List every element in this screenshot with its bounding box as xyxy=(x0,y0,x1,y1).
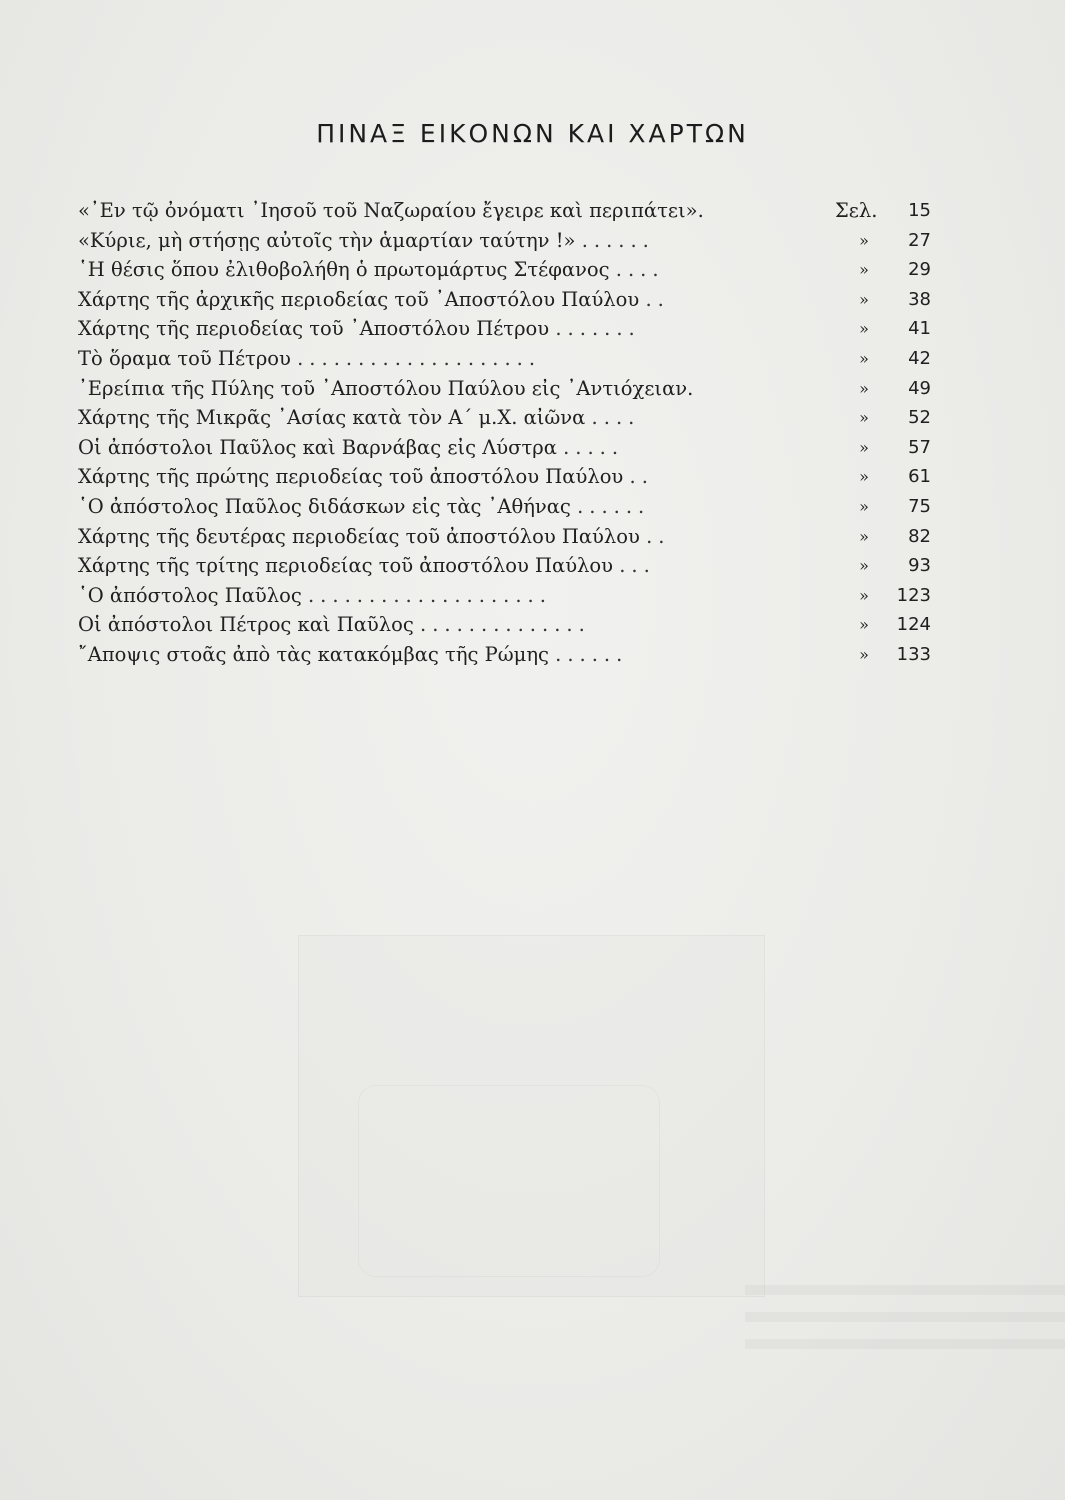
toc-entry-leader-dots: ....... xyxy=(555,317,641,341)
toc-entry-leader-dots: .. xyxy=(646,524,671,548)
toc-entry-caption xyxy=(78,433,808,463)
toc-entry-page-number: 49 xyxy=(908,377,931,399)
ditto-mark: » xyxy=(859,437,869,457)
ditto-mark: » xyxy=(859,260,869,280)
ditto-mark: » xyxy=(859,585,869,605)
toc-entry xyxy=(78,344,943,374)
toc-entry-page-number: 124 xyxy=(896,614,931,636)
toc-entry xyxy=(78,374,943,404)
toc-entry-page-number: 61 xyxy=(908,466,931,488)
toc-entry-caption xyxy=(78,314,808,344)
toc-entry-text: Χάρτης τῆς ἀρχικῆς περιοδείας τοῦ ᾿Αποστόλου Παύλου xyxy=(78,287,640,311)
toc-entry-page-number: 133 xyxy=(896,643,931,665)
ditto-mark: » xyxy=(859,526,869,546)
toc-entry-caption xyxy=(78,374,808,404)
toc-entry xyxy=(78,196,943,226)
toc-entry-page-number: 57 xyxy=(908,436,931,458)
toc-entry-caption xyxy=(78,522,808,552)
ditto-mark: » xyxy=(859,378,869,398)
toc-entry-leader-dots: .................... xyxy=(307,583,552,607)
toc-entry-text: «Κύριε, μὴ στήσῃς αὐτοῖς τὴν ἁμαρτίαν ταύτην !» xyxy=(78,228,576,252)
toc-entry-caption xyxy=(78,610,808,640)
toc-entry xyxy=(78,492,943,522)
ditto-mark: » xyxy=(859,556,869,576)
ditto-mark: » xyxy=(859,319,869,339)
toc-entry-text: Χάρτης τῆς περιοδείας τοῦ ᾿Αποστόλου Πέτρου xyxy=(78,317,550,341)
toc-entry xyxy=(78,226,943,256)
toc-entry xyxy=(78,403,943,433)
ditto-mark: » xyxy=(859,348,869,368)
page-label: Σελ. xyxy=(835,199,878,222)
ditto-mark: » xyxy=(859,615,869,635)
toc-entry-caption xyxy=(78,640,808,670)
toc-entry xyxy=(78,433,943,463)
toc-entry-page-number: 123 xyxy=(896,584,931,606)
ditto-mark: » xyxy=(859,644,869,664)
bleed-through-image xyxy=(358,1085,660,1277)
toc-entry xyxy=(78,581,943,611)
toc-entry-text: «᾿Εν τῷ ὀνόματι ᾿Ιησοῦ τοῦ Ναζωραίου ἔγειρε καὶ περιπάτει». xyxy=(78,199,704,222)
toc-entry-leader-dots: ...... xyxy=(555,642,629,666)
toc-entry xyxy=(78,462,943,492)
toc-entry xyxy=(78,522,943,552)
toc-entry-text: Χάρτης τῆς πρώτης περιοδείας τοῦ ἀποστόλου Παύλου xyxy=(78,465,624,489)
toc-entry-leader-dots: .............. xyxy=(420,613,591,637)
toc-entry-caption xyxy=(78,255,808,285)
toc-entry-caption xyxy=(78,196,808,226)
toc-entry xyxy=(78,640,943,670)
toc-entry-text: Χάρτης τῆς Μικρᾶς ᾿Ασίας κατὰ τὸν Α΄ μ.Χ. αἰῶνα xyxy=(78,406,586,430)
toc-entry-leader-dots: ...... xyxy=(581,228,655,252)
ditto-mark: » xyxy=(859,289,869,309)
toc-entry-leader-dots: .. xyxy=(629,465,654,489)
toc-entry-caption xyxy=(78,492,808,522)
toc-entry-page-number: 82 xyxy=(908,525,931,547)
toc-entry-text: ῾Ο ἀπόστολος Παῦλος xyxy=(78,583,302,607)
toc-entry-text: Οἱ ἀπόστολοι Παῦλος καὶ Βαρνάβας εἰς Λύστρα xyxy=(78,435,557,459)
toc-entry-page-number: 27 xyxy=(908,229,931,251)
toc-entry-page-number: 75 xyxy=(908,495,931,517)
toc-entry xyxy=(78,285,943,315)
toc-entry-leader-dots: .. xyxy=(645,287,670,311)
toc-entry xyxy=(78,314,943,344)
toc-entry-caption xyxy=(78,226,808,256)
toc-entry-caption xyxy=(78,403,808,433)
toc-entry-caption xyxy=(78,344,808,374)
toc-entry-leader-dots: ...... xyxy=(577,494,651,518)
ditto-mark: » xyxy=(859,408,869,428)
toc-entry-page-number: 52 xyxy=(908,407,931,429)
toc-entry-text: Χάρτης τῆς τρίτης περιοδείας τοῦ ἀποστόλου Παύλου xyxy=(78,554,614,578)
toc-entry-leader-dots: ... xyxy=(619,554,656,578)
toc-entry-caption xyxy=(78,551,808,581)
toc-entry-text: Οἱ ἀπόστολοι Πέτρος καὶ Παῦλος xyxy=(78,613,414,637)
toc-entry-page-number: 93 xyxy=(908,555,931,577)
page-title: ΠΙΝΑΞ ΕΙΚΟΝΩΝ ΚΑΙ ΧΑΡΤΩΝ xyxy=(316,118,749,148)
toc-entry-leader-dots: .... xyxy=(591,406,641,430)
table-of-illustrations xyxy=(78,196,943,670)
toc-entry xyxy=(78,610,943,640)
toc-entry-page-number: 15 xyxy=(908,200,931,221)
toc-entry-caption xyxy=(78,462,808,492)
toc-entry-text: Τὸ ὅραμα τοῦ Πέτρου xyxy=(78,346,291,370)
toc-entry-leader-dots: .................... xyxy=(297,346,542,370)
toc-entry-text: ῎Αποψις στοᾶς ἀπὸ τὰς κατακόμβας τῆς Ρώμης xyxy=(78,642,549,666)
toc-entry xyxy=(78,255,943,285)
ditto-mark: » xyxy=(859,230,869,250)
ditto-mark: » xyxy=(859,467,869,487)
ditto-mark: » xyxy=(859,496,869,516)
toc-entry-text: ῾Ο ἀπόστολος Παῦλος διδάσκων εἰς τὰς ᾿Αθήνας xyxy=(78,494,571,518)
toc-entry-page-number: 41 xyxy=(908,318,931,340)
toc-entry-text: ᾿Ερείπια τῆς Πύλης τοῦ ᾿Αποστόλου Παύλου εἰς ᾿Αντιόχειαν. xyxy=(78,376,694,400)
toc-entry-page-number: 42 xyxy=(908,347,931,369)
toc-entry-caption xyxy=(78,581,808,611)
toc-entry-leader-dots: .... xyxy=(615,258,665,282)
toc-entry-page-number: 29 xyxy=(908,259,931,281)
toc-entry xyxy=(78,551,943,581)
toc-entry-text: ῾Η θέσις ὅπου ἐλιθοβολήθη ὁ πρωτομάρτυς Στέφανος xyxy=(78,258,610,282)
toc-entry-leader-dots: ..... xyxy=(563,435,625,459)
toc-entry-caption xyxy=(78,285,808,315)
toc-entry-page-number: 38 xyxy=(908,288,931,310)
toc-entry-text: Χάρτης τῆς δευτέρας περιοδείας τοῦ ἀποστόλου Παύλου xyxy=(78,524,640,548)
bleed-through-text xyxy=(745,1285,1065,1365)
